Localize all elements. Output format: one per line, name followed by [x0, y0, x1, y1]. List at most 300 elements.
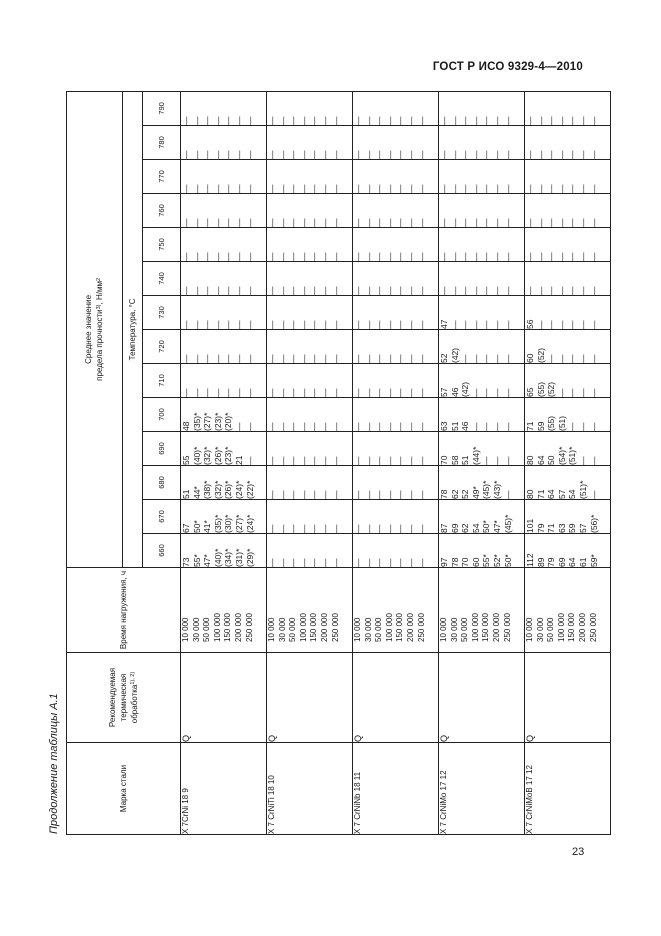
- strength-cell-790: [267, 91, 353, 125]
- strength-value: —: [416, 116, 427, 125]
- header-mean-unit: , Н/мм: [94, 281, 104, 305]
- strength-value: —: [202, 388, 213, 397]
- strength-value: 60: [525, 353, 535, 363]
- strength-value: —: [191, 388, 202, 397]
- strength-value: —: [277, 524, 288, 533]
- strength-value: —: [353, 456, 363, 465]
- header-heat-treatment-note: 1), 2): [130, 671, 136, 685]
- strength-value: (26)*: [223, 480, 234, 499]
- strength-value: 59*: [588, 554, 599, 567]
- loading-time-value: 200 000: [405, 613, 415, 642]
- strength-cell-670: [353, 500, 439, 534]
- strength-value: —: [319, 218, 330, 227]
- strength-value: —: [233, 150, 244, 159]
- strength-cell-750: [353, 228, 439, 262]
- strength-value: 52: [460, 489, 471, 499]
- table-body: [181, 91, 611, 834]
- strength-cell-770: [267, 160, 353, 194]
- strength-value: —: [330, 184, 341, 193]
- strength-cell-660: [267, 534, 353, 568]
- strength-value: —: [405, 116, 416, 125]
- strength-value: —: [212, 150, 223, 159]
- strength-value: —: [449, 116, 460, 125]
- strength-value: —: [481, 116, 492, 125]
- strength-value: —: [309, 150, 320, 159]
- strength-value: —: [267, 524, 277, 533]
- strength-value: (23)*: [212, 412, 223, 431]
- header-loading-time: Время нагружения, ч: [67, 568, 181, 653]
- strength-value: 56: [525, 319, 535, 329]
- strength-cell-680: [267, 466, 353, 500]
- strength-value: —: [384, 150, 395, 159]
- strength-cell-660: [181, 534, 267, 568]
- strength-value: —: [267, 286, 277, 295]
- temp-700: 700: [143, 398, 181, 432]
- strength-value: —: [309, 252, 320, 261]
- strength-value: —: [363, 286, 374, 295]
- strength-value: —: [470, 388, 481, 397]
- strength-value: —: [567, 388, 578, 397]
- strength-value: —: [567, 422, 578, 431]
- strength-cell-720: [267, 330, 353, 364]
- strength-value: 47: [439, 319, 449, 329]
- strength-cell-720: [525, 330, 611, 364]
- strength-value: 58: [449, 455, 460, 465]
- strength-value: —: [267, 116, 277, 125]
- strength-value: —: [416, 150, 427, 159]
- strength-value: —: [330, 524, 341, 533]
- strength-cell-660: [439, 534, 525, 568]
- strength-cell-760: [525, 194, 611, 228]
- strength-value: —: [277, 422, 288, 431]
- loading-time-value: 100 000: [384, 613, 394, 642]
- strength-value: —: [309, 354, 320, 363]
- strength-cell-760: [181, 194, 267, 228]
- strength-value: —: [449, 286, 460, 295]
- strength-value: —: [481, 320, 492, 329]
- strength-cell-730: [181, 296, 267, 330]
- strength-value: —: [363, 490, 374, 499]
- strength-value: —: [546, 354, 557, 363]
- strength-value: —: [223, 116, 234, 125]
- table-continuation-label: Продолжение таблицы А.1: [48, 693, 60, 834]
- strength-value: —: [319, 490, 330, 499]
- strength-cell-680: [181, 466, 267, 500]
- strength-value: —: [546, 252, 557, 261]
- strength-value: —: [330, 320, 341, 329]
- strength-value: —: [502, 388, 513, 397]
- strength-value: —: [330, 150, 341, 159]
- strength-value: —: [267, 320, 277, 329]
- strength-value: —: [353, 422, 363, 431]
- steel-grade-cell: X 7 CrNiMo 17 12: [439, 743, 525, 835]
- heat-treatment-cell: Q: [181, 653, 267, 743]
- strength-cell-730: [267, 296, 353, 330]
- strength-value: —: [277, 286, 288, 295]
- strength-value: —: [439, 150, 449, 159]
- loading-time-value: 30 000: [277, 617, 287, 642]
- strength-value: —: [416, 218, 427, 227]
- strength-value: —: [481, 150, 492, 159]
- strength-value: —: [491, 184, 502, 193]
- loading-time-value: 200 000: [491, 613, 501, 642]
- strength-value: —: [223, 218, 234, 227]
- strength-value: —: [233, 354, 244, 363]
- strength-value: —: [405, 252, 416, 261]
- strength-value: 97: [439, 557, 449, 567]
- header-mean-text: предела прочности: [94, 309, 104, 381]
- strength-cell-780: [439, 126, 525, 160]
- strength-value: —: [181, 388, 191, 397]
- strength-value: —: [309, 218, 320, 227]
- loading-time-value: 100 000: [212, 613, 222, 642]
- strength-value: —: [546, 286, 557, 295]
- strength-value: —: [309, 490, 320, 499]
- strength-value: —: [577, 320, 588, 329]
- strength-value: —: [502, 116, 513, 125]
- strength-value: —: [470, 354, 481, 363]
- loading-time-value: 250 000: [502, 613, 512, 642]
- strength-value: —: [577, 252, 588, 261]
- strength-cell-710: [181, 364, 267, 398]
- strength-value: —: [288, 286, 299, 295]
- steel-grade-cell: X 7CrNi 18 9: [181, 743, 267, 835]
- strength-value: —: [470, 422, 481, 431]
- strength-value: —: [319, 558, 330, 567]
- strength-value: —: [384, 524, 395, 533]
- strength-value: —: [212, 116, 223, 125]
- temp-770: 770: [143, 160, 181, 194]
- strength-value: —: [405, 320, 416, 329]
- strength-value: —: [212, 286, 223, 295]
- strength-value: —: [374, 558, 385, 567]
- strength-value: —: [491, 116, 502, 125]
- strength-value: —: [374, 116, 385, 125]
- strength-value: —: [374, 354, 385, 363]
- strength-value: —: [470, 252, 481, 261]
- strength-value: 55: [181, 455, 191, 465]
- strength-value: —: [395, 320, 406, 329]
- strength-value: —: [233, 218, 244, 227]
- strength-value: —: [374, 388, 385, 397]
- loading-time-value: 150 000: [567, 613, 577, 642]
- strength-value: —: [460, 218, 471, 227]
- loading-time-value: 100 000: [556, 613, 566, 642]
- strength-value: 50: [546, 455, 557, 465]
- strength-value: —: [363, 558, 374, 567]
- strength-value: —: [330, 116, 341, 125]
- strength-value: —: [363, 116, 374, 125]
- strength-value: 67: [181, 523, 191, 533]
- strength-value: —: [244, 116, 255, 125]
- strength-value: —: [330, 456, 341, 465]
- strength-cell-730: [525, 296, 611, 330]
- strength-value: —: [502, 184, 513, 193]
- strength-value: 78: [439, 489, 449, 499]
- strength-value: —: [449, 218, 460, 227]
- strength-value: 57: [556, 489, 567, 499]
- strength-value: 101: [525, 518, 535, 533]
- strength-cell-690: [353, 432, 439, 466]
- strength-value: —: [491, 218, 502, 227]
- strength-value: —: [556, 388, 567, 397]
- strength-value: —: [353, 524, 363, 533]
- strength-value: —: [567, 354, 578, 363]
- strength-value: —: [416, 184, 427, 193]
- temp-680: 680: [143, 466, 181, 500]
- strength-value: —: [481, 422, 492, 431]
- strength-value: —: [588, 286, 599, 295]
- heat-treatment-cell: Q: [525, 653, 611, 743]
- strength-value: 71: [546, 523, 557, 533]
- temp-710: 710: [143, 364, 181, 398]
- strength-value: 47*: [202, 554, 213, 567]
- strength-value: —: [298, 252, 309, 261]
- table-row: [267, 91, 353, 834]
- strength-value: —: [212, 388, 223, 397]
- steel-grade-cell: X 7 CrNiMoB 17 12: [525, 743, 611, 835]
- strength-value: —: [353, 388, 363, 397]
- strength-value: —: [502, 490, 513, 499]
- strength-value: (40)*: [191, 446, 202, 465]
- strength-value: —: [212, 252, 223, 261]
- strength-cell-710: [439, 364, 525, 398]
- strength-value: —: [460, 286, 471, 295]
- strength-value: —: [481, 184, 492, 193]
- loading-time-value: 50 000: [374, 617, 384, 642]
- strength-value: —: [491, 150, 502, 159]
- strength-value: —: [330, 252, 341, 261]
- strength-value: —: [298, 150, 309, 159]
- strength-cell-780: [181, 126, 267, 160]
- strength-value: —: [267, 490, 277, 499]
- strength-value: 46: [449, 387, 460, 397]
- strength-value: —: [202, 320, 213, 329]
- loading-time-value: 50 000: [288, 617, 298, 642]
- strength-value: —: [309, 388, 320, 397]
- loading-time-cell: [353, 568, 439, 653]
- strength-value: —: [535, 320, 546, 329]
- strength-value: —: [181, 150, 191, 159]
- strength-value: —: [395, 184, 406, 193]
- strength-value: —: [223, 320, 234, 329]
- strength-value: 54: [470, 523, 481, 533]
- strength-value: —: [244, 354, 255, 363]
- strength-value: —: [525, 252, 535, 261]
- strength-value: 69: [449, 523, 460, 533]
- strength-value: —: [298, 354, 309, 363]
- strength-value: —: [395, 524, 406, 533]
- header-heat-treatment: [67, 653, 181, 743]
- strength-value: 60: [470, 557, 481, 567]
- strength-value: —: [577, 150, 588, 159]
- strength-value: —: [588, 116, 599, 125]
- strength-value: 52: [439, 353, 449, 363]
- strength-value: —: [363, 354, 374, 363]
- loading-time-cell: [267, 568, 353, 653]
- strength-value: —: [395, 354, 406, 363]
- strength-value: —: [267, 388, 277, 397]
- strength-value: —: [416, 490, 427, 499]
- strength-value: —: [491, 354, 502, 363]
- strength-value: 50*: [481, 520, 492, 533]
- strength-value: —: [588, 422, 599, 431]
- loading-time-value: 200 000: [319, 613, 329, 642]
- strength-value: —: [384, 388, 395, 397]
- strength-value: —: [384, 558, 395, 567]
- strength-value: —: [288, 490, 299, 499]
- strength-cell-770: [353, 160, 439, 194]
- strength-value: —: [567, 286, 578, 295]
- strength-value: —: [212, 184, 223, 193]
- strength-cell-790: [181, 91, 267, 125]
- strength-value: —: [556, 184, 567, 193]
- strength-value: —: [491, 388, 502, 397]
- strength-value: —: [233, 252, 244, 261]
- strength-value: 112: [525, 553, 535, 567]
- strength-value: (43)*: [491, 480, 502, 499]
- strength-value: (29)*: [244, 548, 255, 567]
- strength-cell-760: [267, 194, 353, 228]
- strength-value: 59: [567, 523, 578, 533]
- strength-value: 64: [546, 489, 557, 499]
- loading-time-value: 10 000: [525, 617, 534, 642]
- strength-value: —: [330, 388, 341, 397]
- strength-value: —: [491, 422, 502, 431]
- steel-grade-cell: X 7 CrNiNb 18 11: [353, 743, 439, 835]
- strength-value: —: [288, 184, 299, 193]
- strength-value: —: [363, 150, 374, 159]
- strength-value: —: [567, 218, 578, 227]
- strength-value: —: [384, 116, 395, 125]
- strength-value: —: [374, 524, 385, 533]
- strength-value: —: [353, 252, 363, 261]
- strength-cell-690: [525, 432, 611, 466]
- strength-value: (27)*: [233, 514, 244, 533]
- strength-cell-740: [525, 262, 611, 296]
- strength-value: —: [191, 116, 202, 125]
- strength-value: —: [374, 150, 385, 159]
- strength-value: —: [525, 184, 535, 193]
- strength-value: (34)*: [223, 548, 234, 567]
- table-row: [353, 91, 439, 834]
- strength-value: —: [191, 320, 202, 329]
- strength-value: 79: [546, 557, 557, 567]
- strength-value: —: [277, 490, 288, 499]
- strength-cell-740: [181, 262, 267, 296]
- header-mean-line1: Среднее значение: [83, 294, 93, 364]
- strength-value: —: [449, 150, 460, 159]
- strength-value: 70: [439, 455, 449, 465]
- strength-cell-700: [353, 398, 439, 432]
- strength-value: —: [353, 184, 363, 193]
- strength-value: —: [567, 116, 578, 125]
- strength-value: —: [416, 252, 427, 261]
- strength-value: 71: [525, 421, 535, 431]
- heat-treatment-cell: Q: [267, 653, 353, 743]
- strength-value: —: [288, 116, 299, 125]
- strength-value: —: [502, 218, 513, 227]
- strength-value: —: [481, 218, 492, 227]
- strength-value: 89: [535, 557, 546, 567]
- strength-cell-660: [353, 534, 439, 568]
- strength-value: —: [181, 252, 191, 261]
- strength-value: 52*: [491, 554, 502, 567]
- strength-cell-740: [353, 262, 439, 296]
- strength-value: —: [449, 184, 460, 193]
- strength-value: (54)*: [556, 446, 567, 465]
- strength-value: —: [277, 150, 288, 159]
- strength-value: —: [319, 354, 330, 363]
- strength-value: —: [416, 422, 427, 431]
- strength-value: —: [470, 184, 481, 193]
- strength-value: 80: [525, 489, 535, 499]
- strength-value: —: [309, 320, 320, 329]
- strength-value: —: [353, 150, 363, 159]
- strength-value: (32)*: [212, 480, 223, 499]
- strength-value: (51)*: [567, 446, 578, 465]
- temp-760: 760: [143, 194, 181, 228]
- strength-value: —: [288, 150, 299, 159]
- strength-value: 64: [535, 455, 546, 465]
- strength-value: —: [416, 558, 427, 567]
- strength-value: —: [181, 184, 191, 193]
- strength-value: —: [374, 184, 385, 193]
- strength-cell-670: [439, 500, 525, 534]
- strength-value: —: [223, 150, 234, 159]
- strength-value: —: [212, 218, 223, 227]
- strength-value: —: [298, 218, 309, 227]
- strength-value: —: [319, 150, 330, 159]
- strength-value: —: [502, 320, 513, 329]
- strength-value: —: [374, 286, 385, 295]
- strength-cell-740: [439, 262, 525, 296]
- strength-value: —: [405, 354, 416, 363]
- strength-value: —: [395, 456, 406, 465]
- strength-value: (20)*: [223, 412, 234, 431]
- strength-value: —: [353, 116, 363, 125]
- strength-cell-710: [267, 364, 353, 398]
- strength-value: —: [588, 354, 599, 363]
- strength-value: —: [244, 184, 255, 193]
- strength-value: —: [267, 150, 277, 159]
- loading-time-value: 200 000: [233, 613, 243, 642]
- strength-value: (45)*: [481, 480, 492, 499]
- strength-value: —: [233, 184, 244, 193]
- strength-value: —: [223, 388, 234, 397]
- strength-value: —: [298, 422, 309, 431]
- strength-value: —: [395, 150, 406, 159]
- strength-cell-710: [353, 364, 439, 398]
- strength-value: —: [588, 184, 599, 193]
- strength-value: —: [439, 116, 449, 125]
- strength-value: —: [460, 354, 471, 363]
- temp-730: 730: [143, 296, 181, 330]
- strength-value: —: [298, 116, 309, 125]
- strength-value: —: [395, 218, 406, 227]
- strength-value: —: [353, 490, 363, 499]
- strength-value: —: [535, 286, 546, 295]
- strength-value: —: [556, 354, 567, 363]
- strength-cell-700: [525, 398, 611, 432]
- strength-value: —: [309, 116, 320, 125]
- strength-value: —: [416, 456, 427, 465]
- strength-cell-660: [525, 534, 611, 568]
- strength-value: (44)*: [470, 446, 481, 465]
- strength-value: (26)*: [212, 446, 223, 465]
- strength-value: —: [267, 456, 277, 465]
- header-mean-line2: [95, 92, 106, 567]
